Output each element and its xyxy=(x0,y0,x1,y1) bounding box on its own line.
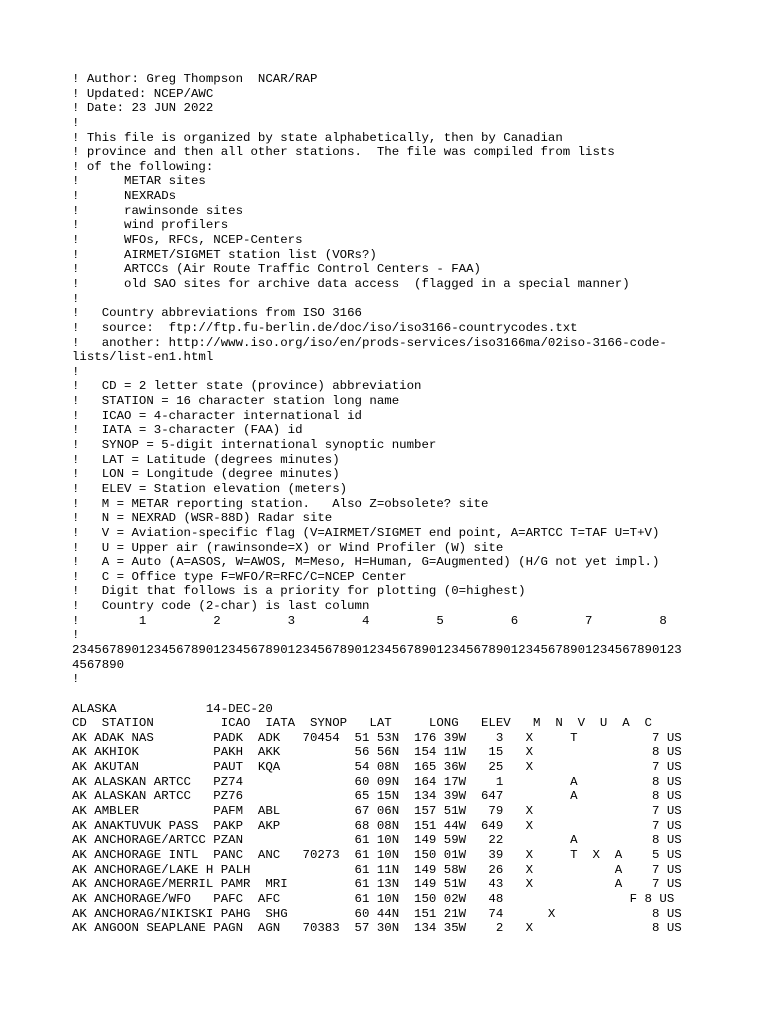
text-line: ! M = METAR reporting station. Also Z=obsolete? site xyxy=(72,496,489,511)
text-line: 4567890 xyxy=(72,657,125,672)
text-line: AK ANCHORAG/NIKISKI PAHG SHG 60 44N 151 21W 74 X 8 US xyxy=(72,906,682,921)
text-line: AK ANCHORAGE/WFO PAFC AFC 61 10N 150 02W 48 F 8 US xyxy=(72,891,675,906)
text-line: AK AMBLER PAFM ABL 67 06N 157 51W 79 X 7 US xyxy=(72,804,682,819)
text-line: ! old SAO sites for archive data access (flagged in a special manner) xyxy=(72,276,630,291)
text-line: ! 1 2 3 4 5 6 7 8 xyxy=(72,613,667,628)
text-line: AK AKHIOK PAKH AKK 56 56N 154 11W 15 X 8 US xyxy=(72,745,682,760)
text-line: ALASKA 14-DEC-20 xyxy=(72,701,273,716)
text-line: ! Digit that follows is a priority for plotting (0=highest) xyxy=(72,584,526,599)
text-line: ! another: http://www.iso.org/iso/en/prods-services/iso3166ma/02iso-3166-code- xyxy=(72,335,667,350)
text-line: ! Country code (2-char) is last column xyxy=(72,599,370,614)
text-line xyxy=(72,687,712,702)
text-line: ! WFOs, RFCs, NCEP-Centers xyxy=(72,233,303,248)
text-line: ! SYNOP = 5-digit international synoptic number xyxy=(72,438,437,453)
text-line: ! ARTCCs (Air Route Traffic Control Centers - FAA) xyxy=(72,262,481,277)
text-line: ! LAT = Latitude (degrees minutes) xyxy=(72,452,340,467)
text-line: AK ANGOON SEAPLANE PAGN AGN 70383 57 30N 134 35W 2 X 8 US xyxy=(72,921,682,936)
text-line: AK ANCHORAGE/LAKE H PALH 61 11N 149 58W 26 X A 7 US xyxy=(72,862,682,877)
text-line: ! STATION = 16 character station long name xyxy=(72,394,400,409)
text-line: AK ANAKTUVUK PASS PAKP AKP 68 08N 151 44W 649 X 7 US xyxy=(72,818,682,833)
text-line: AK ANCHORAGE/ARTCC PZAN 61 10N 149 59W 22 A 8 US xyxy=(72,833,682,848)
text-line: ! This file is organized by state alphabetically, then by Canadian xyxy=(72,130,563,145)
text-line: AK ALASKAN ARTCC PZ76 65 15N 134 39W 647 A 8 US xyxy=(72,789,682,804)
text-line: ! xyxy=(72,291,80,306)
text-line: ! C = Office type F=WFO/R=RFC/C=NCEP Center xyxy=(72,569,407,584)
text-line: ! METAR sites xyxy=(72,174,206,189)
text-line: ! Country abbreviations from ISO 3166 xyxy=(72,306,362,321)
text-line: ! U = Upper air (rawinsonde=X) or Wind Profiler (W) site xyxy=(72,540,504,555)
text-line: ! xyxy=(72,628,80,643)
text-line: ! A = Auto (A=ASOS, W=AWOS, M=Meso, H=Human, G=Augmented) (H/G not yet impl.) xyxy=(72,555,660,570)
text-line: ! Date: 23 JUN 2022 xyxy=(72,101,214,116)
text-line: AK ALASKAN ARTCC PZ74 60 09N 164 17W 1 A 8 US xyxy=(72,774,682,789)
station-list-document xyxy=(72,72,712,936)
text-line: ! N = NEXRAD (WSR-88D) Radar site xyxy=(72,511,333,526)
text-line: ! AIRMET/SIGMET station list (VORs?) xyxy=(72,247,377,262)
text-line: ! CD = 2 letter state (province) abbreviation xyxy=(72,379,422,394)
text-line: AK ANCHORAGE/MERRIL PAMR MRI 61 13N 149 51W 43 X A 7 US xyxy=(72,877,682,892)
text-line: ! Updated: NCEP/AWC xyxy=(72,86,214,101)
text-line: ! NEXRADs xyxy=(72,189,177,204)
text-line: 2345678901234567890123456789012345678901234567890123456789012345678901234567890123 xyxy=(72,642,682,657)
text-line: ! xyxy=(72,672,80,687)
text-line: ! province and then all other stations. The file was compiled from lists xyxy=(72,145,615,160)
text-line: ! rawinsonde sites xyxy=(72,203,244,218)
text-line: ! ICAO = 4-character international id xyxy=(72,408,362,423)
text-line: ! ELEV = Station elevation (meters) xyxy=(72,481,348,496)
text-line: ! xyxy=(72,364,80,379)
text-line: ! LON = Longitude (degree minutes) xyxy=(72,467,340,482)
text-line: ! of the following: xyxy=(72,159,214,174)
text-line: lists/list-en1.html xyxy=(72,350,214,365)
text-line: AK ANCHORAGE INTL PANC ANC 70273 61 10N 150 01W 39 X T X A 5 US xyxy=(72,847,682,862)
text-line: ! Author: Greg Thompson NCAR/RAP xyxy=(72,72,318,86)
text-line: ! wind profilers xyxy=(72,218,229,233)
text-line: ! IATA = 3-character (FAA) id xyxy=(72,423,303,438)
text-line: CD STATION ICAO IATA SYNOP LAT LONG ELEV M N V U A C xyxy=(72,716,652,731)
text-line: ! source: ftp://ftp.fu-berlin.de/doc/iso/iso3166-countrycodes.txt xyxy=(72,320,578,335)
text-line: AK ADAK NAS PADK ADK 70454 51 53N 176 39W 3 X T 7 US xyxy=(72,730,682,745)
text-line: AK AKUTAN PAUT KQA 54 08N 165 36W 25 X 7 US xyxy=(72,760,682,775)
text-line: ! V = Aviation-specific flag (V=AIRMET/SIGMET end point, A=ARTCC T=TAF U=T+V) xyxy=(72,525,660,540)
text-line: ! xyxy=(72,115,80,130)
